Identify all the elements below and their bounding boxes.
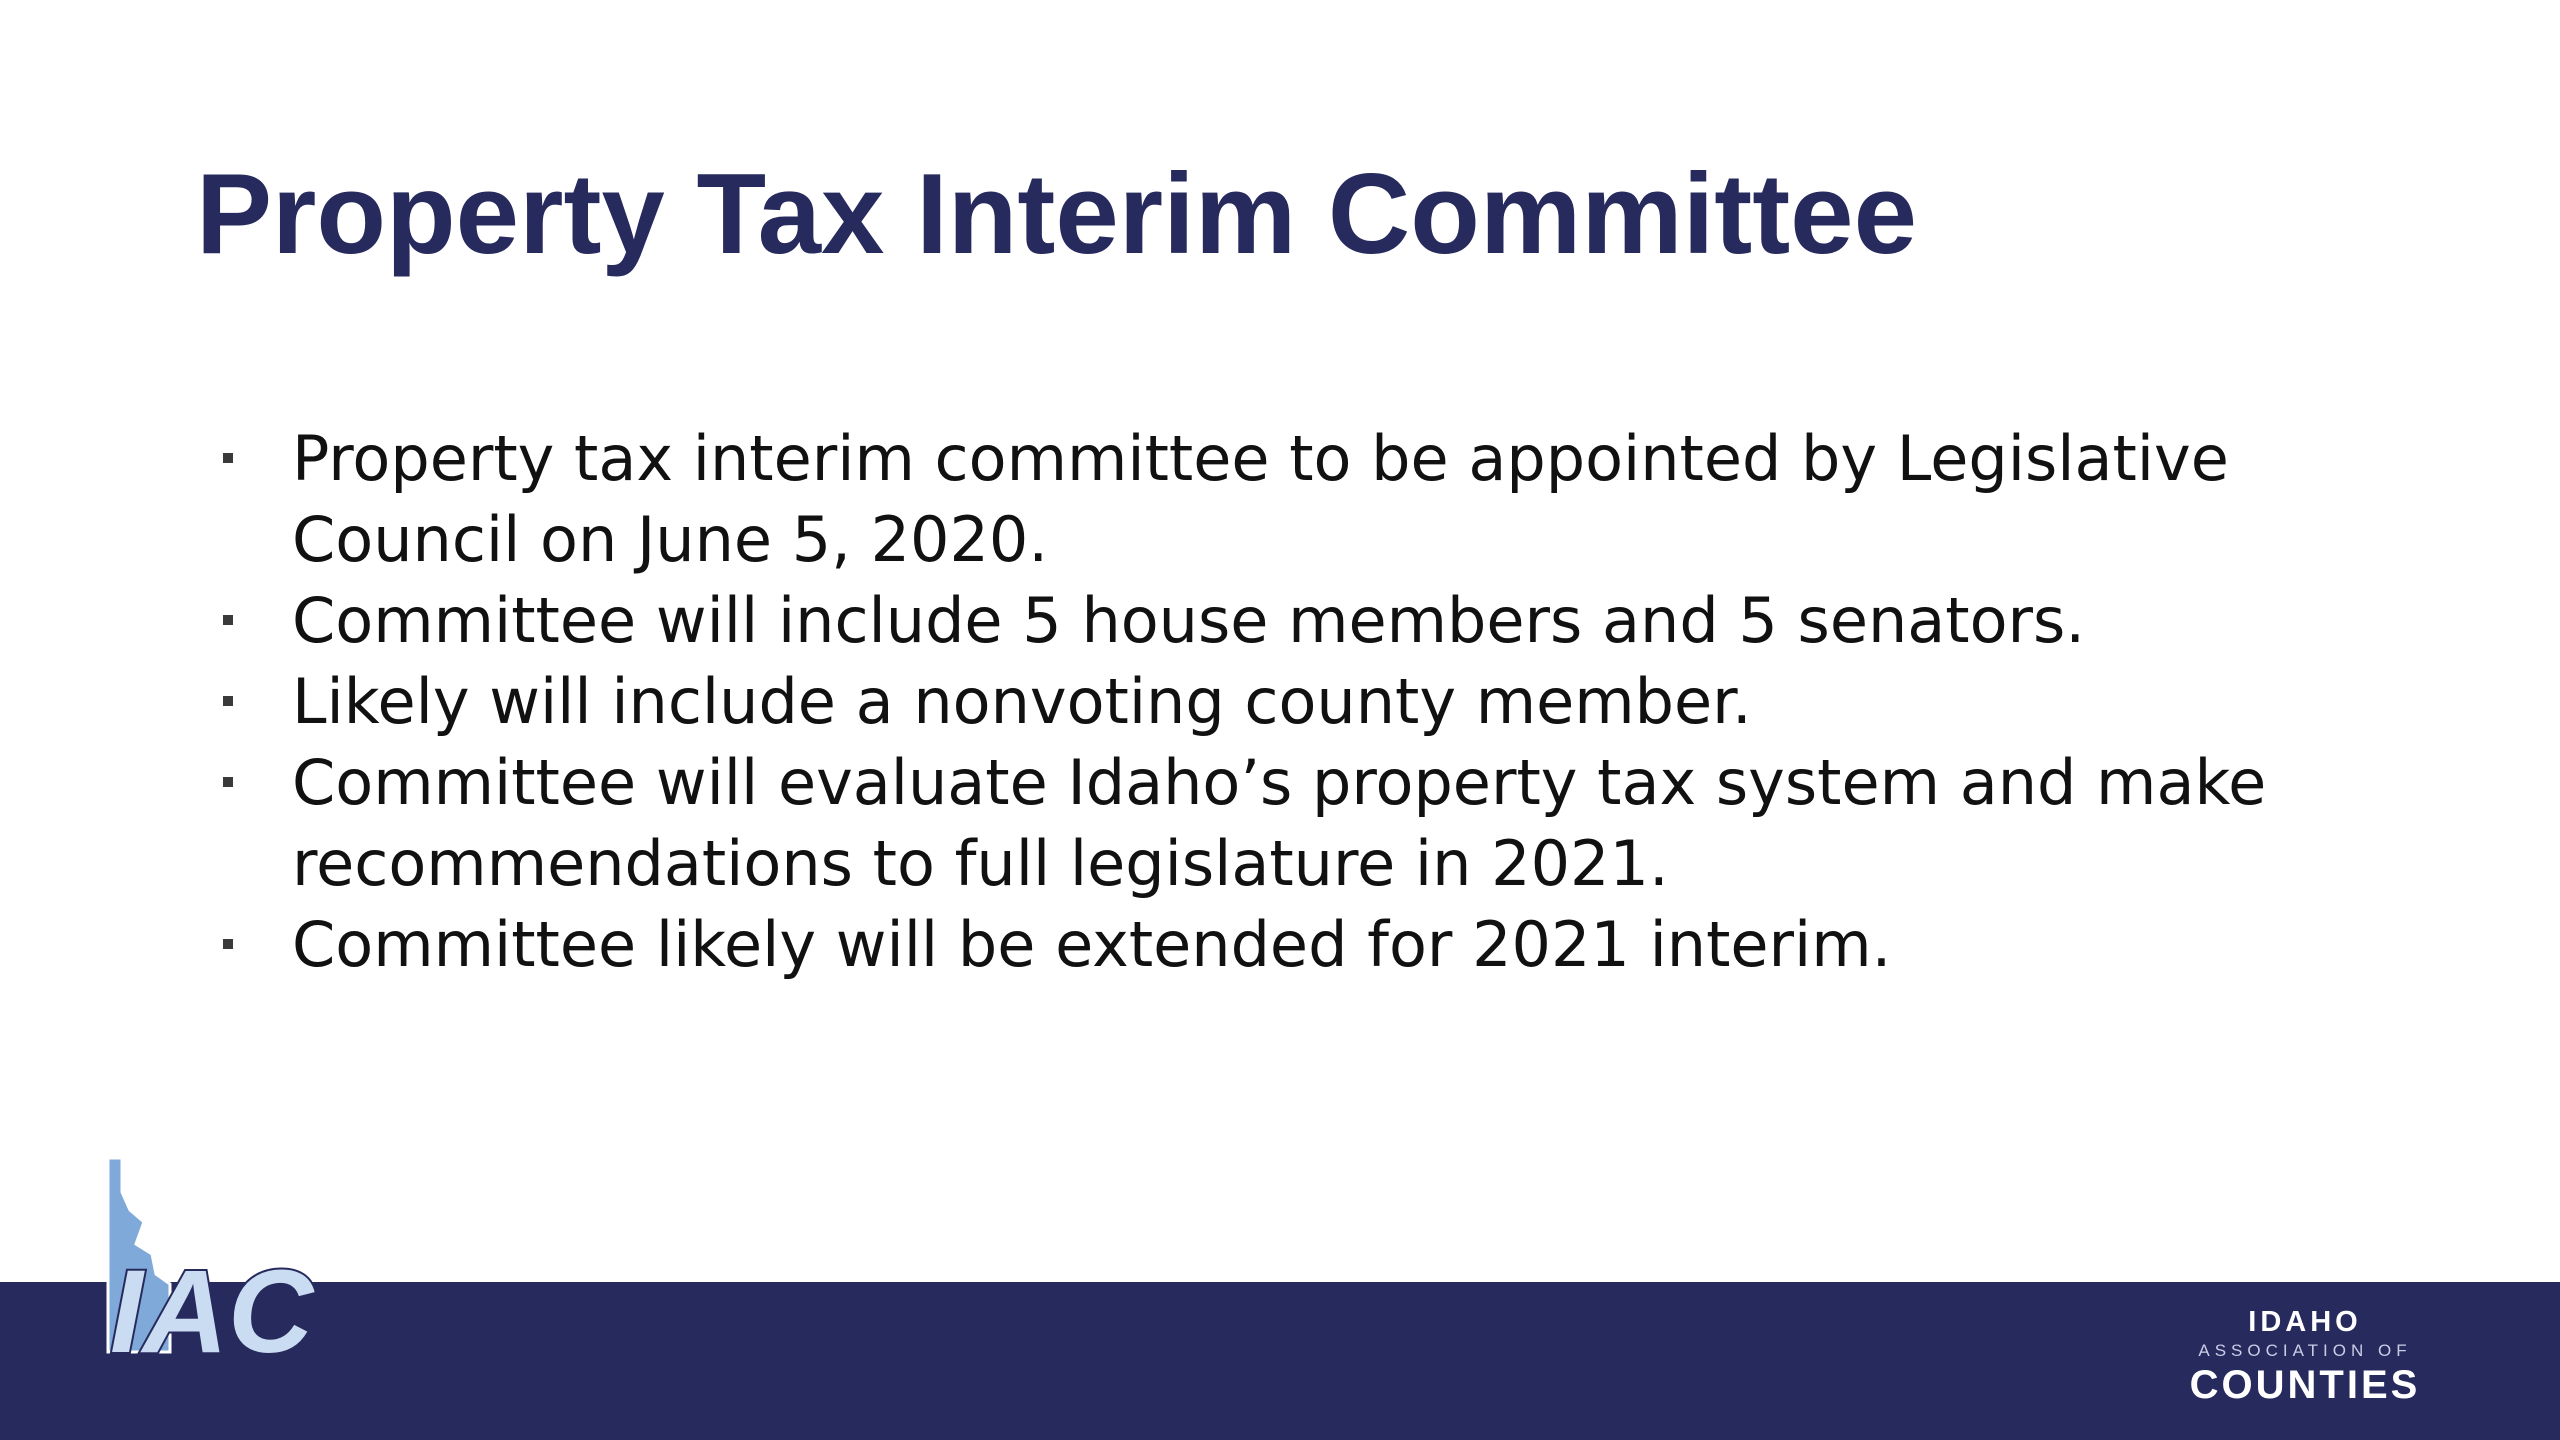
bullet-marker-icon [223, 696, 233, 706]
bullet-marker-icon [223, 615, 233, 625]
bullet-text: Likely will include a nonvoting county member. [292, 665, 1752, 738]
bullet-marker-icon [223, 777, 233, 787]
bullet-item [215, 742, 2365, 904]
bullet-item [215, 661, 2365, 742]
logo-line-counties: COUNTIES [2189, 1363, 2421, 1407]
bullet-text: Property tax interim committee to be appointed by Legislative Council on June 5, 2020. [292, 422, 2229, 576]
footer-band [0, 1282, 2560, 1440]
bullet-marker-icon [223, 939, 233, 949]
iac-logo [100, 1152, 330, 1372]
bullet-text: Committee will include 5 house members and 5 senators. [292, 584, 2086, 657]
logo-line-idaho: IDAHO [2248, 1306, 2362, 1338]
bullet-item [215, 418, 2365, 580]
bullet-text: Committee will evaluate Idaho’s property tax system and make recommendations to full legislature in 2021. [292, 746, 2267, 900]
idaho-association-of-counties-logo [2180, 1305, 2430, 1415]
idaho-state-outline-icon [100, 1152, 330, 1372]
bullet-list [215, 418, 2365, 985]
slide-title: Property Tax Interim Committee [196, 151, 1917, 278]
bullet-marker-icon [223, 453, 233, 463]
bullet-item [215, 580, 2365, 661]
logo-line-association: ASSOCIATION OF [2198, 1341, 2412, 1360]
bullet-text: Committee likely will be extended for 2021 interim. [292, 908, 1892, 981]
bullet-item [215, 904, 2365, 985]
logo-lettering: IAC [110, 1246, 314, 1372]
